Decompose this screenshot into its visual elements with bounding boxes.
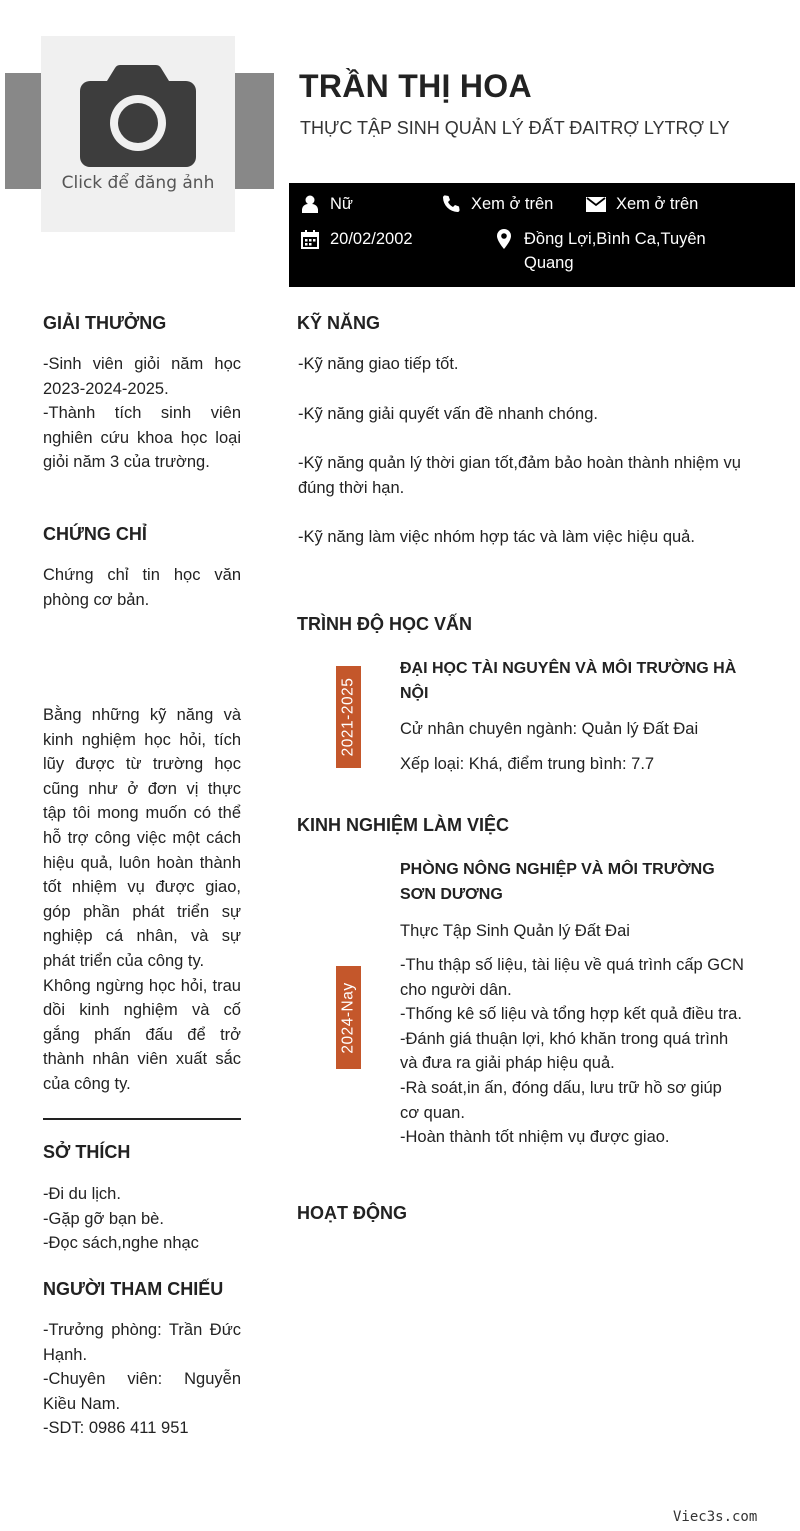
- section-divider: [43, 1118, 241, 1120]
- experience-position: Thực Tập Sinh Quản lý Đất Đai: [400, 922, 630, 940]
- education-grade: Xếp loại: Khá, điểm trung bình: 7.7: [400, 755, 655, 773]
- award-item: -Sinh viên giỏi năm học 2023-2024-2025.: [43, 355, 241, 398]
- task-item: -Đánh giá thuận lợi, khó khăn trong quá trình và đưa ra giải pháp hiệu quả.: [400, 1029, 729, 1073]
- candidate-name: TRẦN THỊ HOA: [299, 68, 532, 104]
- reference-item: -SDT: 0986 411 951: [43, 1419, 189, 1438]
- skill-item: -Kỹ năng giao tiếp tốt.: [298, 355, 459, 373]
- experience-tasks: [400, 953, 745, 1150]
- person-icon: [302, 195, 318, 213]
- hobbies-list: [43, 1182, 241, 1256]
- skill-item: -Kỹ năng làm việc nhóm hợp tác và làm việc hiệu quả.: [298, 528, 695, 547]
- references-list: [43, 1318, 241, 1441]
- upload-photo-button[interactable]: [41, 36, 235, 232]
- career-objective: [43, 703, 241, 1097]
- activities-heading: HOẠT ĐỘNG: [297, 1203, 407, 1223]
- phone-item: [440, 192, 553, 216]
- photo-frame-right: [232, 73, 274, 189]
- reference-item: -Trưởng phòng: Trần Đức Hạnh.: [43, 1321, 241, 1364]
- task-item: -Rà soát,in ấn, đóng dấu, lưu trữ hồ sơ giúp cơ quan.: [400, 1078, 722, 1122]
- gender-item: [299, 192, 353, 216]
- phone-icon: [442, 195, 460, 213]
- hobby-item: -Đi du lịch.: [43, 1185, 121, 1203]
- hobby-item: -Gặp gỡ bạn bè.: [43, 1209, 164, 1228]
- email-value: Xem ở trên: [616, 195, 699, 213]
- experience-period-label: [336, 966, 361, 1069]
- experience-heading: KINH NGHIỆM LÀM VIỆC: [297, 815, 510, 835]
- skills-list: [298, 352, 748, 575]
- experience-period: 2024-Nay: [339, 981, 357, 1054]
- address-item: [493, 227, 706, 275]
- certificate-item: Chứng chỉ tin học văn phòng cơ bản.: [43, 566, 241, 609]
- location-pin-icon: [497, 229, 511, 249]
- upload-photo-label: Click để đăng ảnh: [61, 173, 215, 193]
- objective-paragraph: Không ngừng học hỏi, trau dồi kinh nghiệm và cố gắng phấn đấu để trở thành nhân viên xuất sắc của công ty.: [43, 976, 241, 1093]
- skill-item: -Kỹ năng giải quyết vấn đề nhanh chóng.: [298, 404, 598, 423]
- objective-paragraph: Bằng những kỹ năng và kinh nghiệm học hỏi, tích lũy được từ trường học cũng như ở đơn vị thực tập tôi mong muốn có thể hỗ trợ công việc một cách hiệu quả, luôn hoàn thành tốt nhiệm vụ được giao, góp phần phát triển sự nghiệp cá nhân, và sự phát triển của công ty.: [43, 706, 241, 970]
- calendar-icon: [301, 230, 319, 249]
- address-line-1: Đồng Lợi,Bình Ca,Tuyên: [524, 230, 706, 248]
- address-line-2: Quang: [524, 254, 574, 272]
- awards-heading: GIẢI THƯỞNG: [43, 313, 167, 333]
- hobbies-heading: SỞ THÍCH: [43, 1142, 131, 1162]
- gender-value: Nữ: [330, 195, 353, 213]
- footer-brand: Viec3s.com: [673, 1509, 758, 1525]
- birthday-item: [299, 227, 413, 251]
- envelope-icon: [586, 197, 606, 212]
- hobby-item: -Đọc sách,nghe nhạc: [43, 1234, 199, 1253]
- birthday-value: 20/02/2002: [330, 230, 413, 248]
- task-item: -Thu thập số liệu, tài liệu về quá trình cấp GCN cho người dân.: [400, 956, 744, 999]
- education-heading: TRÌNH ĐỘ HỌC VẤN: [297, 614, 472, 634]
- education-period-label: [336, 666, 361, 768]
- task-item: -Thống kê số liệu và tổng hợp kết quả điều tra.: [400, 1005, 742, 1024]
- task-item: -Hoàn thành tốt nhiệm vụ được giao.: [400, 1128, 670, 1147]
- contact-bar: [289, 183, 795, 287]
- education-major: Cử nhân chuyên ngành: Quản lý Đất Đai: [400, 720, 699, 738]
- education-school: ĐẠI HỌC TÀI NGUYÊN VÀ MÔI TRƯỜNG HÀ NỘI: [400, 660, 737, 702]
- certificates-heading: CHỨNG CHỈ: [43, 524, 147, 544]
- references-heading: NGƯỜI THAM CHIẾU: [43, 1279, 224, 1299]
- skills-heading: KỸ NĂNG: [297, 313, 381, 333]
- experience-company: PHÒNG NÔNG NGHIỆP VÀ MÔI TRƯỜNG SƠN DƯƠNG: [400, 861, 715, 903]
- certificates-text: [43, 563, 241, 612]
- job-title: THỰC TẬP SINH QUẢN LÝ ĐẤT ĐAITRỢ LYTRỢ LY: [300, 118, 730, 138]
- reference-item: -Chuyên viên: Nguyễn Kiều Nam.: [43, 1370, 241, 1413]
- skill-item: -Kỹ năng quản lý thời gian tốt,đảm bảo hoàn thành nhiệm vụ đúng thời hạn.: [298, 454, 741, 497]
- phone-value: Xem ở trên: [471, 195, 554, 213]
- photo-frame-left: [5, 73, 44, 189]
- camera-icon: [80, 65, 196, 167]
- education-period: 2021-2025: [339, 677, 357, 757]
- award-item: -Thành tích sinh viên nghiên cứu khoa học loại giỏi năm 3 của trường.: [43, 404, 241, 472]
- awards-list: [43, 352, 241, 475]
- email-item: [585, 192, 698, 216]
